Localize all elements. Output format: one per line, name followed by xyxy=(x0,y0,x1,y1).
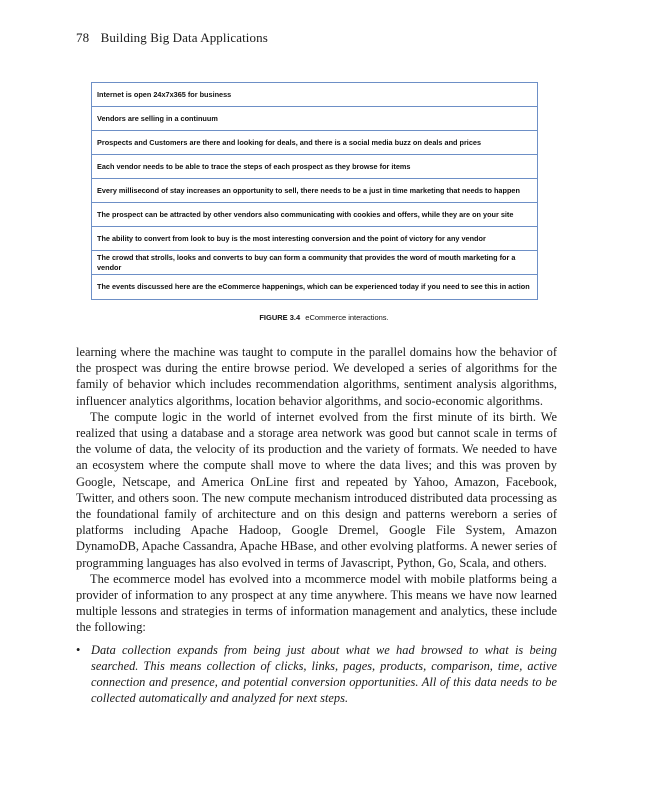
figure-row: Each vendor needs to be able to trace the steps of each prospect as they browse for items xyxy=(92,155,537,179)
bullet-list xyxy=(76,642,557,707)
paragraph: The compute logic in the world of internet evolved from the first minute of its birth. We realized that using a database and a storage area network was good but cannot scale in terms of the volume of data, the velocity of its production and the variety of formats. We needed to have an ecosystem where the compute shall move to where the data lives; and this was proven by Google, Netscape, and America OnLine first and repeated by Yahoo, Amazon, Facebook, Twitter, and others soon. The new compute mechanism introduced distributed data processing as the foundational family of architecture and on this design and patterns wereborn a series of platforms including Apache Hadoop, Google Dremel, Google File System, Amazon DynamoDB, Apache Cassandra, Apache HBase, and other evolving platforms. A newer series of programming languages has also evolved in terms of Javascript, Python, Go, Scala, and others. xyxy=(76,409,557,570)
list-item xyxy=(76,642,557,707)
page-number: 78 xyxy=(76,30,90,45)
figure-table xyxy=(91,82,538,300)
figure-row: The crowd that strolls, looks and converts to buy can form a community that provides the word of mouth marketing for a vendor xyxy=(92,251,537,275)
figure-row: The events discussed here are the eCommerce happenings, which can be experienced today if you need to see this in action xyxy=(97,282,530,291)
running-header xyxy=(76,30,268,46)
figure-row: Prospects and Customers are there and looking for deals, and there is a social media buzz on deals and prices xyxy=(92,131,537,155)
book-title: Building Big Data Applications xyxy=(100,30,268,45)
figure-caption xyxy=(0,313,648,322)
figure-label: FIGURE 3.4 xyxy=(259,313,301,322)
figure-row: Vendors are selling in a continuum xyxy=(92,107,537,131)
figure-row: The ability to convert from look to buy is the most interesting conversion and the point of victory for any vendor xyxy=(92,227,537,251)
figure-row: Every millisecond of stay increases an opportunity to sell, there needs to be a just in time marketing that needs to happen xyxy=(92,179,537,203)
figure-caption-text: eCommerce interactions. xyxy=(305,313,389,322)
figure-row: Internet is open 24x7x365 for business xyxy=(92,83,537,107)
paragraph: learning where the machine was taught to compute in the parallel domains how the behavior of the prospect was during the entire browse period. We developed a series of algorithms for the family of behavior which includes recommendation algorithms, sentiment analysis algorithms, influencer analytics algorithms, location behavior algorithms, and socio-economic algorithms. xyxy=(76,345,557,408)
paragraph: The ecommerce model has evolved into a mcommerce model with mobile platforms being a provider of information to any prospect at any time anywhere. This means we have now learned multiple lessons and strategies in terms of information management and analytics, these include the following: xyxy=(76,571,557,635)
list-item-text: Data collection expands from being just about what we had browsed to what is being searched. This means collection of clicks, links, pages, products, comparison, time, active connection and presence, and potential conversion opportunities. All of this data needs to be collected automatically and analyzed for next steps. xyxy=(91,642,557,706)
body-text xyxy=(76,344,557,706)
bullet-icon: • xyxy=(76,642,81,657)
figure-row: The prospect can be attracted by other vendors also communicating with cookies and offers, while they are on your site xyxy=(92,203,537,227)
